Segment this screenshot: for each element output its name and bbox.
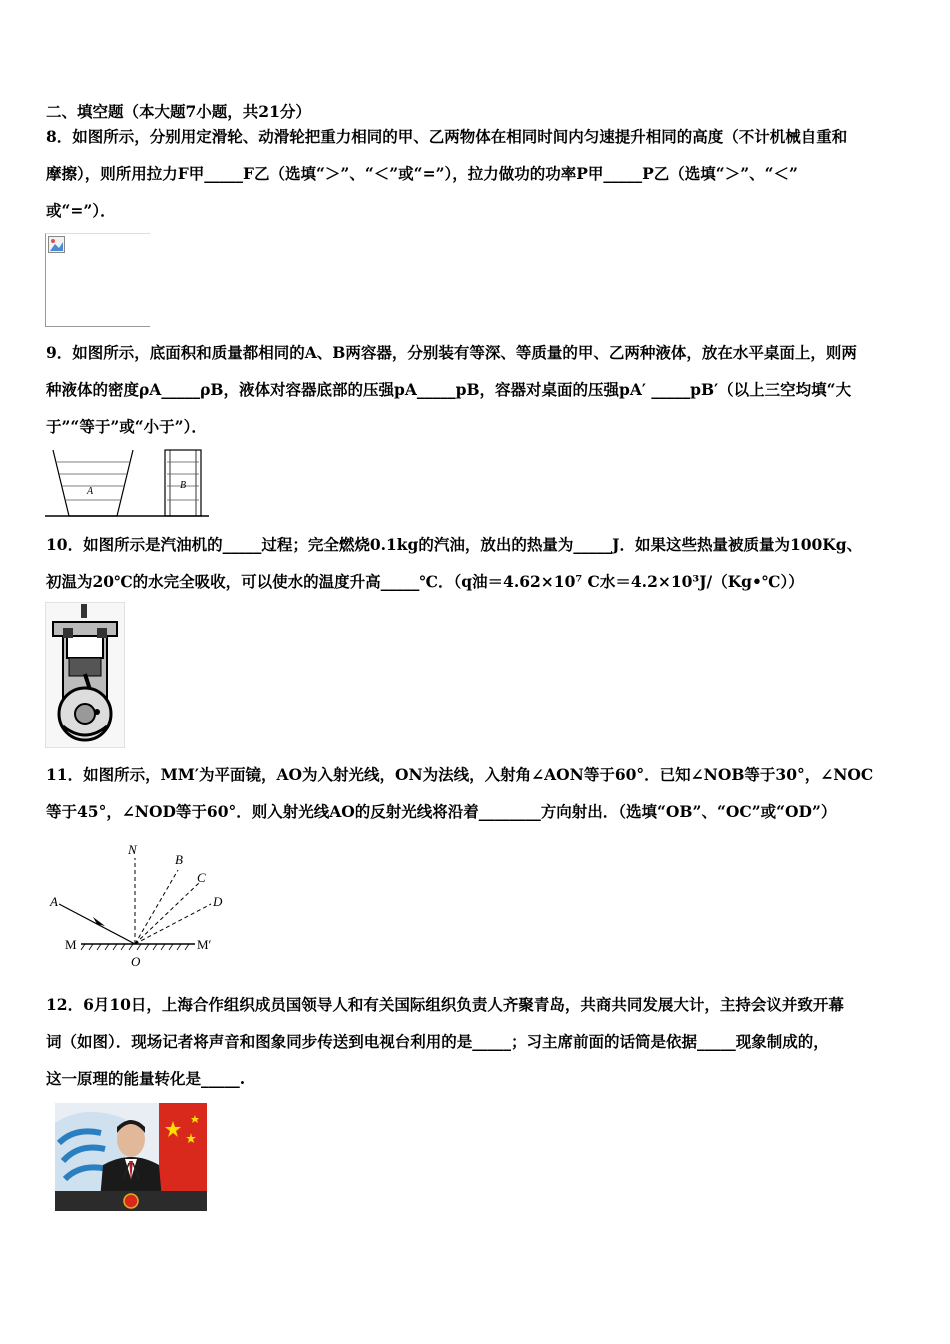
- label-o: O: [131, 954, 141, 969]
- mirror-figure: [45, 840, 235, 970]
- q12-line3: 这一原理的能量转化是_____.: [46, 1069, 246, 1088]
- q12-line2: 词（如图）．现场记者将声音和图象同步传送到电视台利用的是_____；习主席前面的话筒是依据_____现象制成的，: [46, 1032, 829, 1051]
- label-d: D: [213, 894, 223, 909]
- q10-line2: 初温为20℃的水完全吸收，可以使水的温度升高_____℃．（q油＝4.62×10⁷ C水＝4.2×10³J/（Kg•℃））: [46, 572, 804, 591]
- q11-line2: 等于45°，∠NOD等于60°．则入射光线AO的反射光线将沿着________方向射出．（选填“OB”、“OC”或“OD”）: [46, 802, 837, 821]
- q11-line1: 11．如图所示，MM′为平面镜，AO为入射光线，ON为法线，入射角∠AON等于60°．已知∠NOB等于30°，∠NOC: [46, 765, 874, 784]
- containers-figure: [45, 448, 211, 520]
- broken-image-icon: [48, 236, 66, 254]
- q12-line1: 12．6月10日，上海合作组织成员国领导人和有关国际组织负责人齐聚青岛，共商共同发展大计，主持会议并致开幕: [46, 995, 844, 1014]
- container-a-label: A: [87, 486, 94, 497]
- label-m-prime: M′: [197, 937, 212, 952]
- conference-photo: [55, 1103, 207, 1211]
- q8-line1: 8．如图所示，分别用定滑轮、动滑轮把重力相同的甲、乙两物体在相同时间内匀速提升相同的高度（不计机械自重和: [46, 127, 848, 146]
- q10-line1: 10．如图所示是汽油机的_____过程；完全燃烧0.1kg的汽油，放出的热量为_____J．如果这些热量被质量为100Kg、: [46, 535, 863, 554]
- label-c: C: [197, 870, 206, 885]
- q8-broken-image: [45, 233, 150, 327]
- label-b: B: [175, 852, 183, 867]
- q8-line3: 或“=”）．: [46, 201, 116, 220]
- engine-figure: [45, 602, 125, 748]
- label-m: M: [65, 937, 77, 952]
- container-b-label: B: [180, 480, 187, 491]
- label-n: N: [128, 842, 137, 857]
- q9-line2: 种液体的密度ρA_____ρB，液体对容器底部的压强pA_____pB，容器对桌面的压强pA′ _____pB′（以上三空均填“大: [46, 380, 852, 399]
- q8-line2: 摩擦），则所用拉力F甲_____F乙（选填“＞”、“＜”或“=”），拉力做功的功率P甲_____P乙（选填“＞”、“＜”: [46, 164, 798, 183]
- section-title: 二、填空题（本大题7小题，共21分）: [46, 102, 311, 121]
- label-a: A: [50, 894, 58, 909]
- q9-line1: 9．如图所示，底面积和质量都相同的A、B两容器，分别装有等深、等质量的甲、乙两种液体，放在水平桌面上，则两: [46, 343, 857, 362]
- q9-line3: 于”“等于”或“小于”）．: [46, 417, 207, 436]
